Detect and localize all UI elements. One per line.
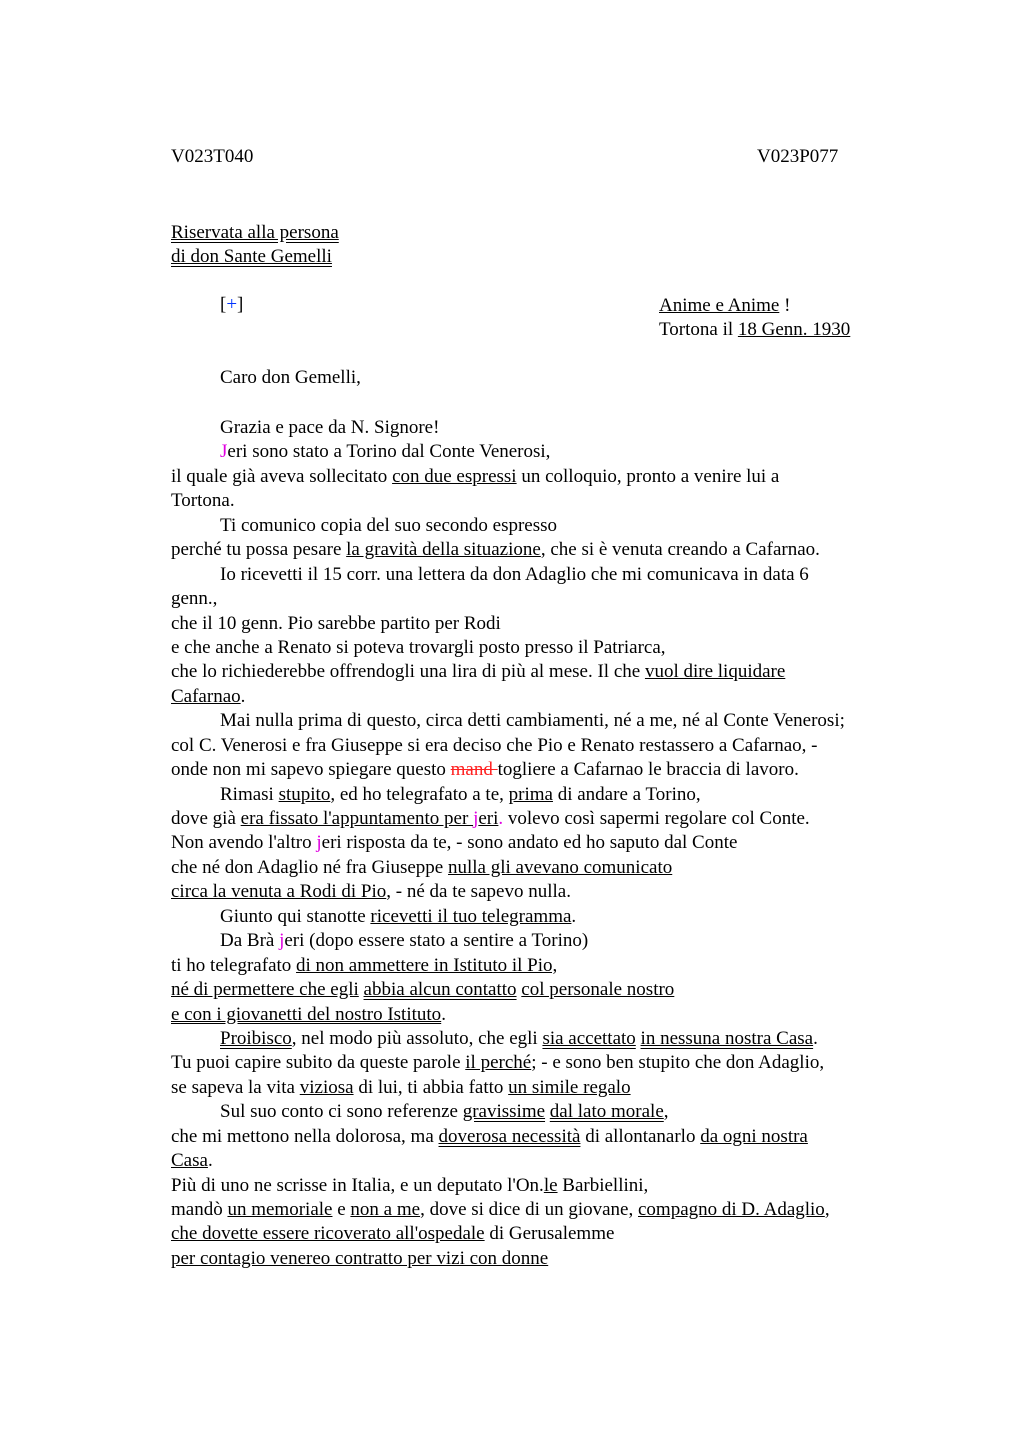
text-line: ti ho telegrafato di non ammettere in Istituto il Pio, — [171, 954, 558, 976]
text-line: perché tu possa pesare la gravità della situazione, che si è venuta creando a Cafarnao. — [171, 539, 820, 561]
document-code-right: V023P077 — [757, 146, 839, 167]
text-line: genn., — [171, 588, 218, 610]
text-line: Jeri sono stato a Torino dal Conte Venerosi, — [220, 441, 551, 463]
text-line: il quale già aveva sollecitato con due espressi un colloquio, pronto a venire lui a — [171, 465, 780, 487]
motto-and-date: Anime e Anime ! Tortona il 18 Genn. 1930 — [659, 295, 851, 341]
text-line: che né don Adaglio né fra Giuseppe nulla gli avevano comunicato — [171, 856, 673, 878]
text-line: Io ricevetti il 15 corr. una lettera da don Adaglio che mi comunicava in data 6 — [220, 563, 809, 585]
text-line: che il 10 genn. Pio sarebbe partito per Rodi — [171, 612, 501, 634]
reserved-note — [171, 221, 339, 270]
text-line: Grazia e pace da N. Signore! — [220, 417, 440, 438]
text-line: circa la venuta a Rodi di Pio, - né da te sapevo nulla. — [171, 881, 571, 903]
text-line: Mai nulla prima di questo, circa detti cambiamenti, né a me, né al Conte Venerosi; — [220, 710, 845, 732]
text-line: Tu puoi capire subito da queste parole il perché; - e sono ben stupito che don Adaglio, — [171, 1052, 825, 1074]
text-line: che mi mettono nella dolorosa, ma doverosa necessità di allontanarlo da ogni nostra — [171, 1125, 808, 1147]
document-code-left: V023T040 — [171, 146, 254, 167]
text-line: Casa. — [171, 1150, 213, 1172]
salutation: Caro don Gemelli, — [220, 367, 361, 388]
place: Tortona il — [659, 319, 738, 341]
text-line: e con i giovanetti del nostro Istituto. — [171, 1003, 446, 1025]
letter-date: 18 Genn. 1930 — [737, 319, 851, 341]
text-line: Da Brà jeri (dopo essere stato a sentire a Torino) — [220, 930, 589, 952]
text-line: Cafarnao. — [171, 685, 246, 707]
cross-mark: [+] — [220, 294, 244, 315]
text-line: mandò un memoriale e non a me, dove si dice di un giovane, compagno di D. Adaglio, — [171, 1199, 830, 1220]
letter-body — [171, 416, 931, 1271]
text-line: Proibisco, nel modo più assoluto, che egli sia accettato in nessuna nostra Casa. — [220, 1027, 818, 1049]
cross-icon: + — [226, 294, 238, 315]
text-line: col C. Venerosi e fra Giuseppe si era deciso che Pio e Renato restassero a Cafarnao, - — [171, 734, 818, 756]
text-line: Ti comunico copia del suo secondo espresso — [220, 514, 558, 536]
text-line: Tortona. — [171, 490, 235, 512]
text-line: per contagio venereo contratto per vizi con donne — [171, 1247, 549, 1269]
deleted-word: mand — [450, 759, 498, 781]
text-line: Non avendo l'altro jeri risposta da te, - sono andato ed ho saputo dal Conte — [171, 832, 738, 854]
text-line: dove già era fissato l'appuntamento per jeri. volevo così sapermi regolare col Conte. — [171, 808, 810, 829]
text-line: Più di uno ne scrisse in Italia, e un deputato l'On.le Barbiellini, — [171, 1174, 649, 1196]
text-line: Giunto qui stanotte ricevetti il tuo telegramma. — [220, 905, 577, 927]
text-line: se sapeva la vita viziosa di lui, ti abbia fatto un simile regalo — [171, 1076, 631, 1098]
text-line: e che anche a Renato si poteva trovargli posto presso il Patriarca, — [171, 636, 666, 658]
reserved-line-1: Riservata alla persona — [171, 222, 339, 243]
motto-text: Anime e Anime — [659, 295, 780, 316]
text-line: Rimasi stupito, ed ho telegrafato a te, prima di andare a Torino, — [220, 783, 701, 805]
text-line: onde non mi sapevo spiegare questo mand togliere a Cafarnao le braccia di lavoro. — [171, 759, 799, 781]
text-line: né di permettere che egli abbia alcun contatto col personale nostro — [171, 979, 675, 1001]
text-line: che dovette essere ricoverato all'ospedale di Gerusalemme — [171, 1223, 615, 1245]
reserved-line-2: di don Sante Gemelli — [171, 246, 332, 268]
text-line: Sul suo conto ci sono referenze gravissime dal lato morale, — [220, 1101, 669, 1123]
text-line: che lo richiederebbe offrendogli una lira di più al mese. Il che vuol dire liquidare — [171, 661, 786, 683]
